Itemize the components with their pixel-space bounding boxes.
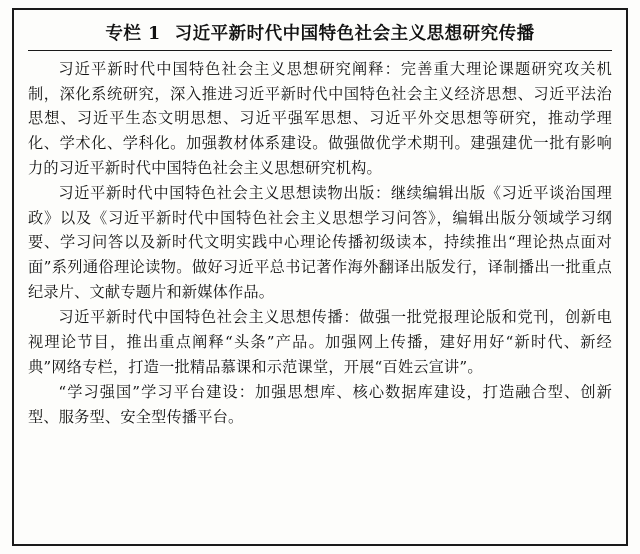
paragraph-3: 习近平新时代中国特色社会主义思想传播：做强一批党报理论版和党刊，创新电视理论节目，推出重点阐释“头条”产品。加强网上传播，建好用好“新时代、新经典”网络专栏，打造一批精品慕课和示范课堂，开展“百姓云宣讲”。: [28, 308, 612, 376]
title-divider: [28, 50, 612, 51]
feature-box: [12, 8, 628, 546]
box-title-label: 专栏 1: [105, 24, 161, 44]
paragraph-1: 习近平新时代中国特色社会主义思想研究阐释：完善重大理论课题研究攻关机制，深化系统研究，深入推进习近平新时代中国特色社会主义经济思想、习近平法治思想、习近平生态文明思想、习近平强军思想、习近平外交思想等研究，推动学理化、学术化、学科化。加强教材体系建设。做强做优学术期刊。建强建优一批有影响力的习近平新时代中国特色社会主义思想研究机构。: [28, 60, 612, 177]
box-title-heading: 习近平新时代中国特色社会主义思想研究传播: [174, 24, 535, 44]
paragraph-2: 习近平新时代中国特色社会主义思想读物出版：继续编辑出版《习近平谈治国理政》以及《习近平新时代中国特色社会主义思想学习问答》，编辑出版分领域学习纲要、学习问答以及新时代文明实践中心理论传播初级读本，持续推出“理论热点面对面”系列通俗理论读物。做好习近平总书记著作海外翻译出版发行，译制播出一批重点纪录片、文献专题片和新媒体作品。: [28, 184, 612, 301]
paragraph-4: “学习强国”学习平台建设：加强思想库、核心数据库建设，打造融合型、创新型、服务型、安全型传播平台。: [28, 383, 612, 426]
box-body: [28, 57, 612, 429]
box-title: [28, 16, 612, 48]
